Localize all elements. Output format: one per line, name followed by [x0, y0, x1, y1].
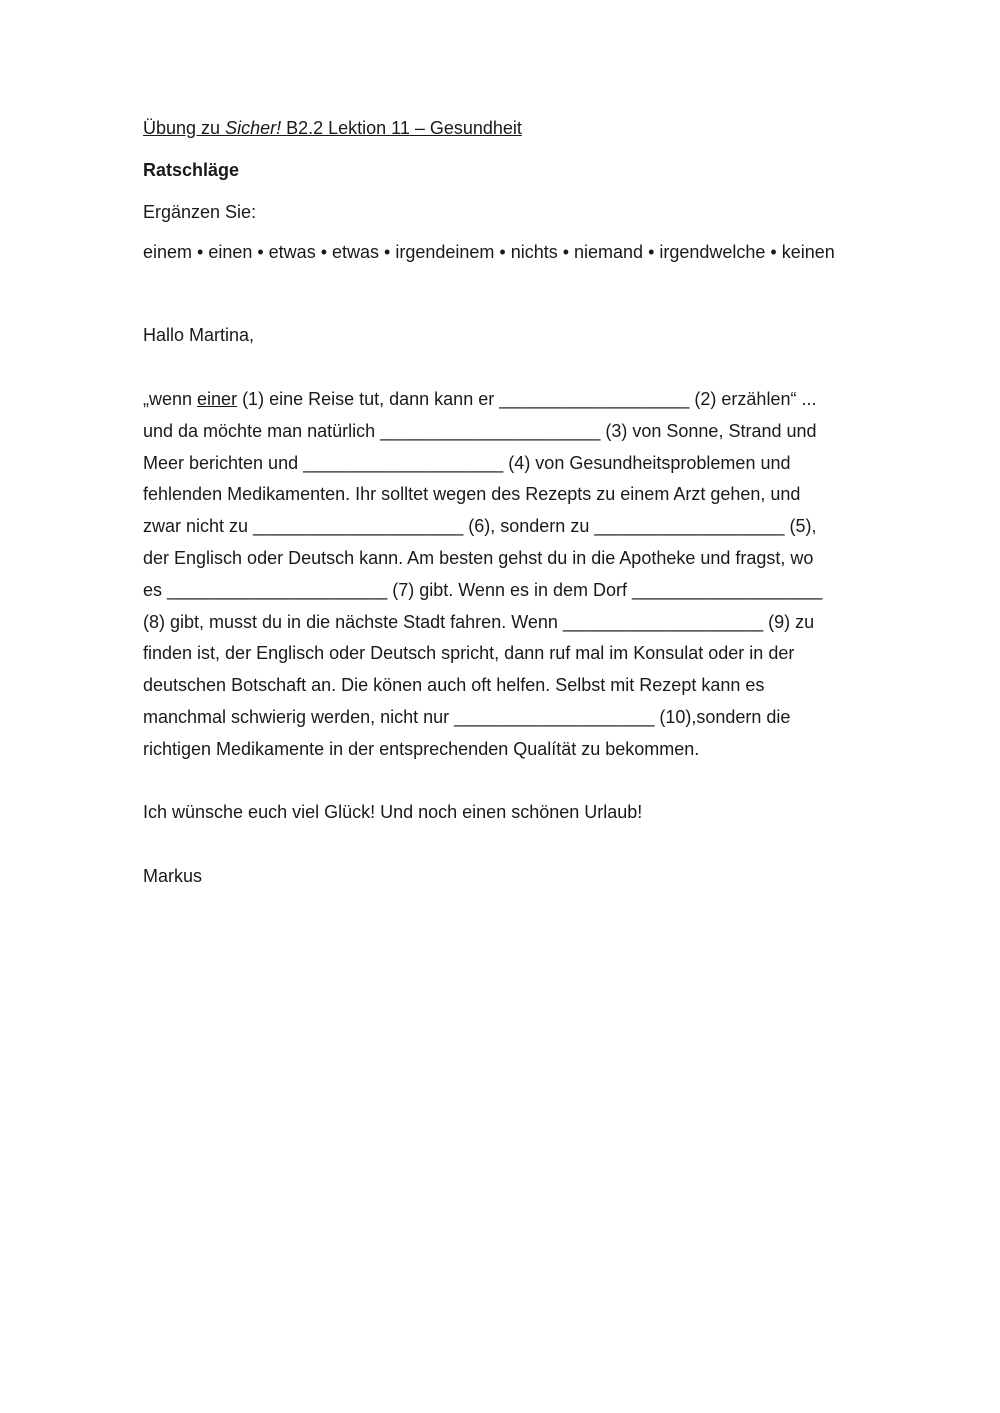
title-suffix: B2.2 Lektion 11 – Gesundheit	[281, 118, 522, 138]
letter-line-1	[143, 384, 863, 416]
letter-body	[143, 384, 863, 766]
letter-line: (8) gibt, musst du in die nächste Stadt fahren. Wenn ____________________ (9) zu	[143, 611, 815, 632]
letter-line: deutschen Botschaft an. Die könen auch oft helfen. Selbst mit Rezept kann es	[143, 675, 765, 696]
section-heading: Ratschläge	[143, 160, 240, 180]
exercise-instruction: Ergänzen Sie:	[143, 202, 257, 222]
example-answer: einer	[197, 389, 238, 409]
letter-line: zwar nicht zu _____________________ (6), sondern zu ___________________ (5),	[143, 516, 817, 537]
letter-line: und da möchte man natürlich ______________________ (3) von Sonne, Strand und	[143, 420, 817, 441]
letter-line: richtigen Medikamente in der entsprechenden Qualítät zu bekommen.	[143, 738, 700, 759]
letter-line: finden ist, der Englisch oder Deutsch spricht, dann ruf mal im Konsulat oder in der	[143, 643, 795, 664]
letter-line: der Englisch oder Deutsch kann. Am besten gehst du in die Apotheke und fragst, wo	[143, 547, 814, 568]
letter-line: fehlenden Medikamenten. Ihr solltet wegen des Rezepts zu einem Arzt gehen, und	[143, 484, 801, 505]
letter-line: es ______________________ (7) gibt. Wenn es in dem Dorf ___________________	[143, 579, 823, 600]
letter-line: manchmal schwierig werden, nicht nur ____________________ (10),sondern die	[143, 706, 791, 727]
letter-closing: Ich wünsche euch viel Glück! Und noch einen schönen Urlaub!	[143, 802, 643, 822]
letter-signature: Markus	[143, 866, 203, 886]
line1-prefix: „wenn	[143, 389, 198, 409]
title-prefix: Übung zu	[143, 118, 226, 138]
word-bank: einem • einen • etwas • etwas • irgendeinem • nichts • niemand • irgendwelche • keinen	[143, 242, 835, 262]
page-title	[143, 118, 522, 139]
line1-rest: (1) eine Reise tut, dann kann er ___________________ (2) erzählen“ ...	[237, 389, 817, 409]
letter-line: Meer berichten und ____________________ (4) von Gesundheitsproblemen und	[143, 452, 791, 473]
letter-greeting: Hallo Martina,	[143, 325, 255, 345]
title-book-name: Sicher!	[225, 118, 282, 138]
